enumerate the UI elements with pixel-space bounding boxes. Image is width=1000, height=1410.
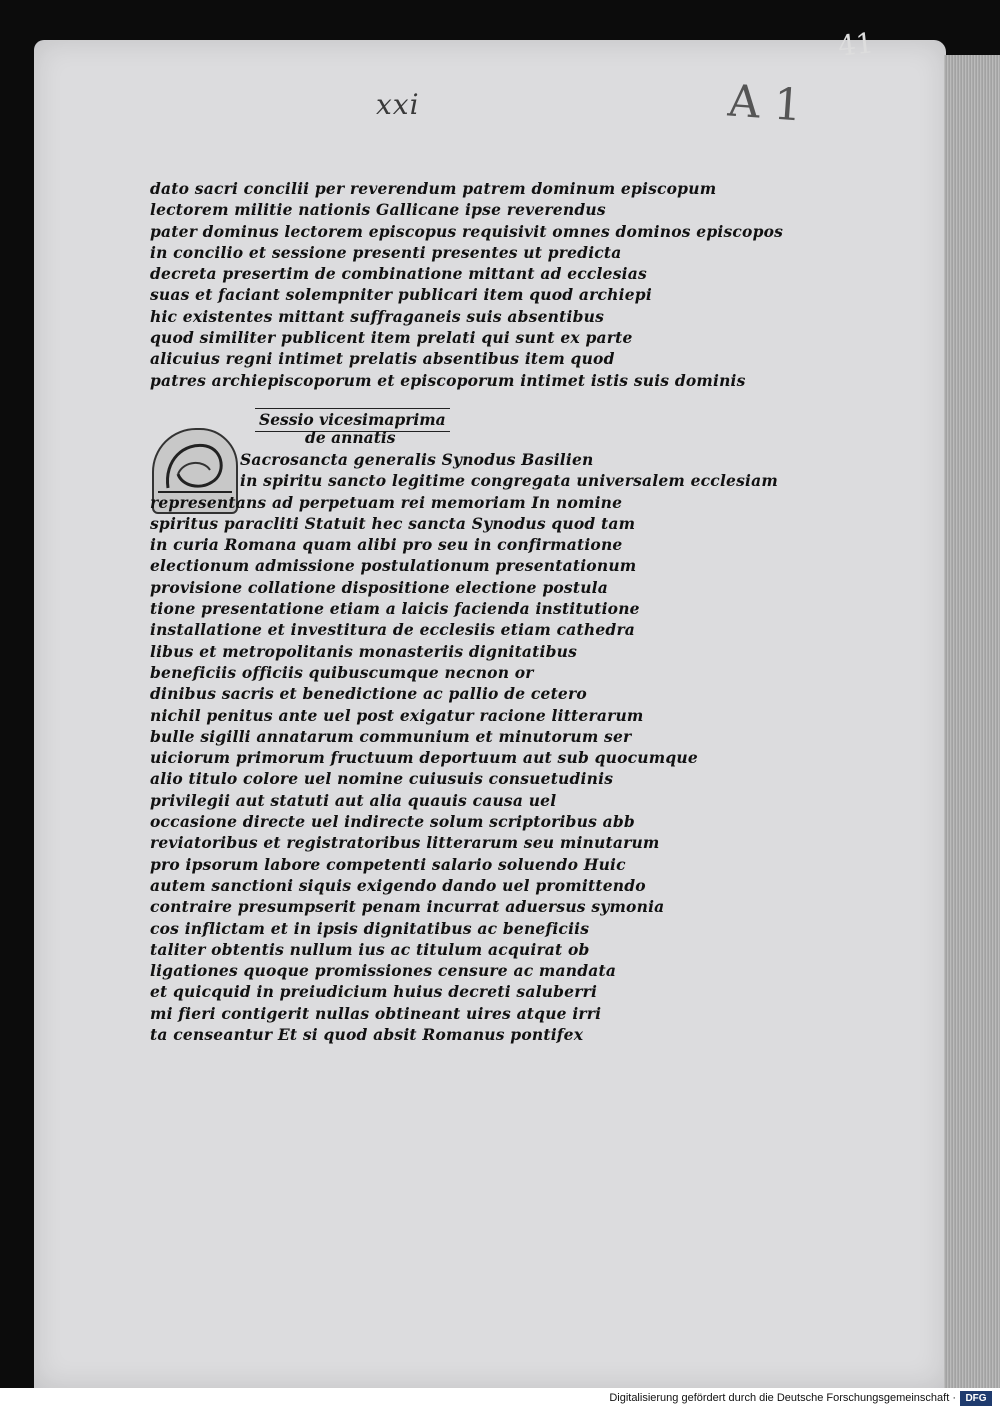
text-line: representans ad perpetuam rei memoriam In nomine [150, 492, 623, 512]
text-line: alio titulo colore uel nomine cuiusuis consuetudinis [150, 769, 614, 789]
text-line: cos inflictam et in ipsis dignitatibus ac beneficiis [150, 918, 590, 938]
text-line: pro ipsorum labore competenti salario soluendo Huic [150, 854, 626, 874]
text-line: ligationes quoque promissiones censure ac mandata [150, 961, 617, 981]
corner-mark: A 1 [726, 75, 804, 132]
text-line: tione presentatione etiam a laicis facienda institutione [150, 599, 640, 619]
text-line: electionum admissione postulationum presentationum [150, 556, 637, 576]
section-subheading: de annatis [305, 428, 396, 447]
text-line: et quicquid in preiudicium huius decreti saluberri [150, 982, 598, 1002]
text-line: pater dominus lectorem episcopus requisivit omnes dominos episcopos [150, 221, 784, 241]
text-line: patres archiepiscoporum et episcoporum intimet istis suis dominis [150, 370, 746, 390]
text-line: Sacrosancta generalis Synodus Basilien [240, 450, 594, 469]
text-line: mi fieri contigerit nullas obtineant uires atque irri [150, 1003, 602, 1023]
text-line: quod similiter publicent item prelati qui sunt ex parte [150, 328, 633, 348]
text-line: provisione collatione dispositione electione postula [150, 577, 609, 597]
funding-notice: Digitalisierung gefördert durch die Deutsche Forschungsgemeinschaft · [609, 1392, 956, 1404]
text-line: hic existentes mittant suffraganeis suis absentibus [150, 306, 605, 326]
footer-bar [0, 1388, 1000, 1410]
text-line: in spiritu sancto legitime congregata universalem ecclesiam [240, 471, 778, 491]
folio-number: 41 [836, 26, 876, 63]
text-line: uiciorum primorum fructuum deportuum aut sub quocumque [150, 748, 698, 768]
text-line: in concilio et sessione presenti presentes ut predicta [150, 242, 622, 262]
text-line: occasione directe uel indirecte solum scriptoribus abb [150, 812, 635, 832]
text-line: bulle sigilli annatarum communium et minutorum ser [150, 726, 632, 746]
text-line: spiritus paracliti Statuit hec sancta Synodus quod tam [150, 513, 636, 533]
text-line: in curia Romana quam alibi pro seu in confirmatione [150, 535, 623, 555]
text-line: reviatoribus et registratoribus litterarum seu minutarum [150, 833, 660, 853]
text-line: decreta presertim de combinatione mittant ad ecclesias [150, 264, 647, 284]
text-line: alicuius regni intimet prelatis absentibus item quod [150, 349, 615, 369]
text-line: dinibus sacris et benedictione ac pallio de cetero [150, 684, 587, 704]
running-head: xxi [376, 88, 420, 121]
text-line: installatione et investitura de ecclesiis etiam cathedra [150, 620, 636, 640]
page-edge-stack [944, 55, 1000, 1388]
text-line: contraire presumpserit penam incurrat aduersus symonia [150, 897, 665, 917]
text-line: nichil penitus ante uel post exigatur racione litterarum [150, 705, 644, 725]
top-text-block [150, 178, 784, 391]
text-line: privilegii aut statuti aut alia quauis causa uel [150, 790, 557, 810]
text-line: ta censeantur Et si quod absit Romanus pontifex [150, 1025, 584, 1045]
text-line: suas et faciant solempniter publicari item quod archiepi [150, 285, 652, 305]
text-line: beneficiis officiis quibuscumque necnon or [150, 662, 534, 682]
dfg-logo-icon: DFG [960, 1391, 992, 1406]
section-heading: Sessio vicesimaprima [255, 408, 450, 432]
text-line: lectorem militie nationis Gallicane ipse reverendus [150, 200, 606, 220]
text-line: taliter obtentis nullum ius ac titulum acquirat ob [150, 939, 590, 959]
text-line: libus et metropolitanis monasteriis dignitatibus [150, 641, 578, 661]
text-line: dato sacri concilii per reverendum patrem dominum episcopum [150, 179, 717, 198]
main-text-block [150, 449, 778, 1045]
text-line: autem sanctioni siquis exigendo dando uel promittendo [150, 875, 646, 895]
